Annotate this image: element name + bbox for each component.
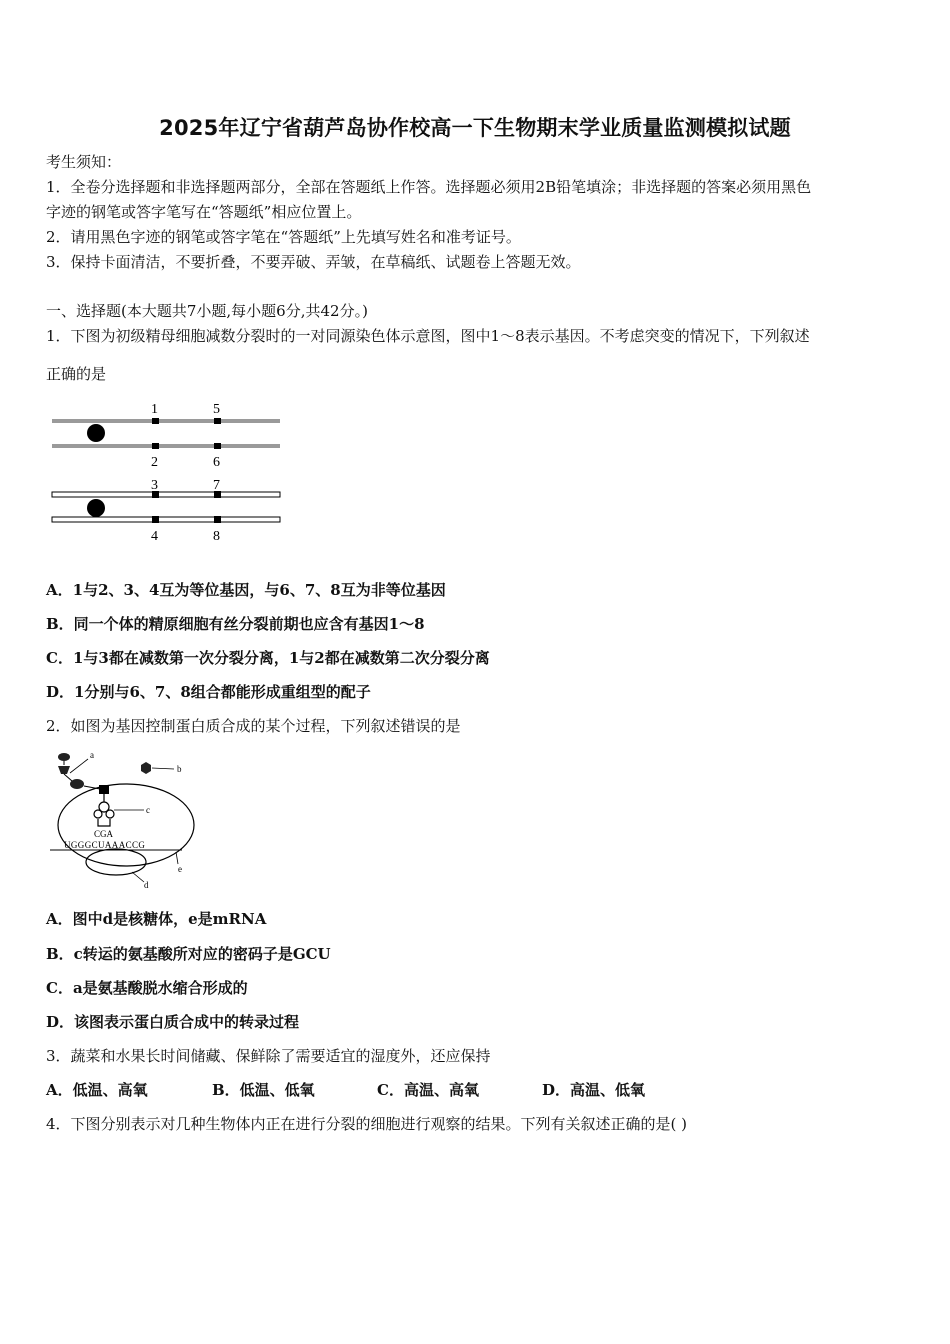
gene-4-mark	[152, 516, 159, 523]
anticodon-text: CGA	[94, 829, 114, 839]
q1-option-a[interactable]: A．1与2、3、4互为等位基因，与6、7、8互为非等位基因	[46, 581, 446, 599]
chromatid-upper-2	[52, 444, 280, 448]
notice-item-1: 1．全卷分选择题和非选择题两部分，全部在答题纸上作答。选择题必须用2B铅笔填涂；非选择题的答案必须用黑色	[46, 178, 812, 196]
gene-label-6: 6	[213, 455, 220, 470]
q3-option-b[interactable]: B．低温、低氧	[212, 1081, 315, 1099]
q2-option-a[interactable]: A．图中d是核糖体，e是mRNA	[46, 910, 267, 928]
chromatid-lower-2	[52, 517, 280, 522]
gene-label-8: 8	[213, 529, 220, 544]
centromere-upper	[87, 424, 105, 442]
label-a: a	[90, 750, 94, 760]
q2-stem: 2．如图为基因控制蛋白质合成的某个过程，下列叙述错误的是	[46, 717, 461, 735]
q1-stem-line2: 正确的是	[46, 365, 107, 383]
gene-2-mark	[152, 443, 159, 449]
q4-stem: 4．下图分别表示对几种生物体内正在进行分裂的细胞进行观察的结果。下列有关叙述正确的是( )	[46, 1115, 688, 1133]
trna-c-icon	[98, 819, 110, 826]
mrna-sequence: UGGGCUAAACCG	[64, 840, 146, 850]
q3-option-c[interactable]: C．高温、高氧	[377, 1081, 479, 1099]
amino-acid-top-icon	[58, 753, 70, 761]
gene-8-mark	[214, 516, 221, 523]
gene-6-mark	[214, 443, 221, 449]
q3-option-d[interactable]: D．高温、低氧	[542, 1081, 646, 1099]
trna-amino-acid	[99, 785, 109, 794]
homologous-chromosome-figure	[46, 395, 286, 550]
amino-acid-b-icon	[141, 762, 151, 774]
q2-option-c[interactable]: C．a是氨基酸脱水缩合形成的	[46, 979, 248, 997]
q1-option-b[interactable]: B．同一个体的精原细胞有丝分裂前期也应含有基因1～8	[46, 615, 425, 633]
translation-process-figure	[50, 748, 210, 893]
gene-label-1: 1	[151, 402, 158, 417]
exam-title: 2025年辽宁省葫芦岛协作校高一下生物期末学业质量监测模拟试题	[159, 116, 791, 140]
q1-stem-line1: 1．下图为初级精母细胞减数分裂时的一对同源染色体示意图，图中1～8表示基因。不考虑突变的情况下，下列叙述	[46, 327, 810, 345]
label-e: e	[178, 864, 182, 874]
gene-label-5: 5	[213, 402, 220, 417]
q3-stem: 3．蔬菜和水果长时间储藏、保鲜除了需要适宜的湿度外，还应保持	[46, 1047, 491, 1065]
gene-label-4: 4	[151, 529, 158, 544]
label-b: b	[177, 764, 182, 774]
notice-item-3: 3．保持卡面清洁，不要折叠，不要弄破、弄皱，在草稿纸、试题卷上答题无效。	[46, 253, 581, 271]
chromatid-lower-1	[52, 492, 280, 497]
gene-label-3: 3	[151, 478, 158, 493]
gene-label-7: 7	[213, 478, 220, 493]
section-heading: 一、选择题(本大题共7小题,每小题6分,共42分。)	[46, 302, 368, 320]
notice-item-2: 2．请用黑色字迹的钢笔或答字笔在“答题纸”上先填写姓名和准考证号。	[46, 228, 521, 246]
q3-options-row	[46, 1080, 746, 1100]
label-d: d	[144, 880, 149, 890]
amino-acid-chain-icon	[58, 766, 70, 774]
q1-option-d[interactable]: D．1分别与6、7、8组合都能形成重组型的配子	[46, 683, 371, 701]
centromere-lower	[87, 499, 105, 517]
label-c: c	[146, 805, 150, 815]
notice-heading: 考生须知：	[46, 153, 122, 171]
chromatid-upper-1	[52, 419, 280, 423]
q2-option-d[interactable]: D．该图表示蛋白质合成中的转录过程	[46, 1013, 300, 1031]
notice-item-1-cont: 字迹的钢笔或答字笔写在“答题纸”相应位置上。	[46, 203, 362, 221]
q3-option-a[interactable]: A．低温、高氧	[46, 1081, 148, 1099]
gene-1-mark	[152, 418, 159, 424]
gene-label-2: 2	[151, 455, 158, 470]
ribosome-large-subunit	[58, 784, 194, 866]
q1-option-c[interactable]: C．1与3都在减数第一次分裂分离，1与2都在减数第二次分裂分离	[46, 649, 490, 667]
gene-5-mark	[214, 418, 221, 424]
q2-option-b[interactable]: B．c转运的氨基酸所对应的密码子是GCU	[46, 945, 331, 963]
